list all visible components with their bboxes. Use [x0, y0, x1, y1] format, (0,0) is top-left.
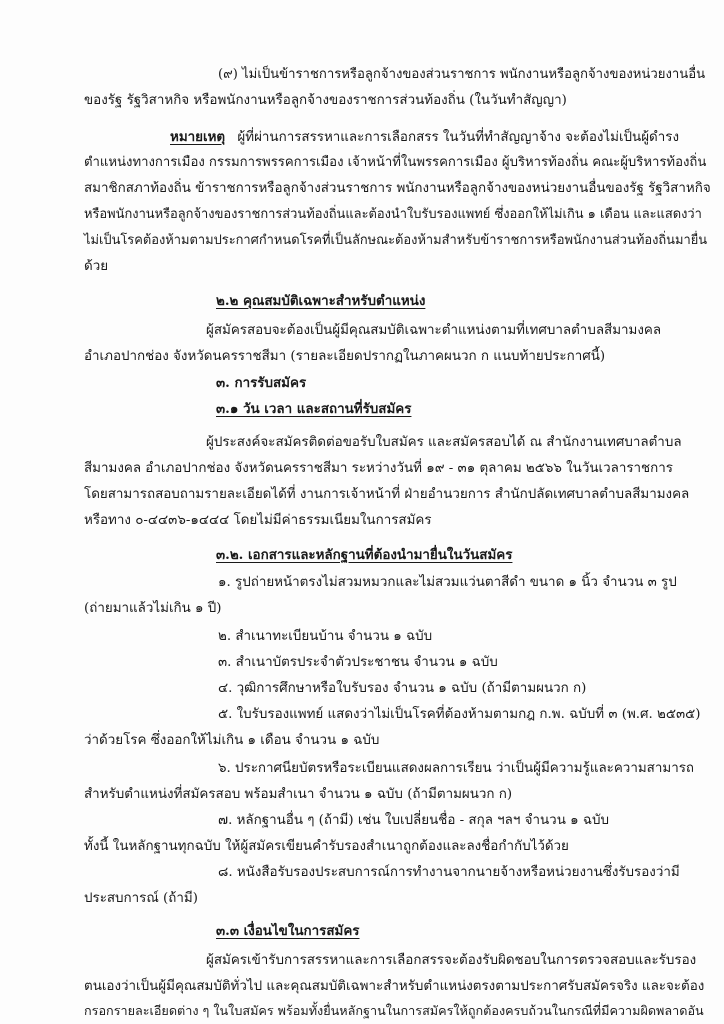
section-3-3-line-3: กรอกรายละเอียดต่าง ๆ ในใบสมัคร พร้อมทั้งยื่นหลักฐานในการสมัครให้ถูกต้องครบถ้วนในกรณีที่มีความผิดพลาดอัน [84, 1003, 704, 1018]
document-item-5: ๕. ใบรับรองแพทย์ แสดงว่าไม่เป็นโรคที่ต้องห้ามตามกฎ ก.พ. ฉบับที่ ๓ (พ.ศ. ๒๕๓๕) [218, 707, 701, 722]
document-item-5-cont: ว่าด้วยโรค ซึ่งออกให้ไม่เกิน ๑ เดือน จำนวน ๑ ฉบับ [84, 733, 380, 748]
section-2-2-line-1: ผู้สมัครสอบจะต้องเป็นผู้มีคุณสมบัติเฉพาะตำแหน่งตามที่เทศบาลตำบลสีมามงคล [206, 323, 662, 338]
section-3-3-line-2: ตนเองว่าเป็นผู้มีคุณสมบัติทั่วไป และคุณสมบัติเฉพาะสำหรับตำแหน่งตรงตามประกาศรับสมัครจริง และจะต้อง [84, 979, 705, 994]
document-item-8-cont: ประสบการณ์ (ถ้ามี) [84, 891, 198, 906]
note-line-2: ตำแหน่งทางการเมือง กรรมการพรรคการเมือง เจ้าหน้าที่ในพรรคการเมือง ผู้บริหารท้องถิ่น คณะผู้บริหารท้องถิ่น [84, 155, 707, 170]
section-2-2-line-2: อำเภอปากช่อง จังหวัดนครราชสีมา (รายละเอียดปรากฏในภาคผนวก ก แนบท้ายประกาศนี้) [84, 349, 606, 364]
section-3-2-heading: ๓.๒. เอกสารและหลักฐานที่ต้องนำมายื่นในวันสมัคร [216, 547, 513, 563]
document-item-4: ๔. วุฒิการศึกษาหรือใบรับรอง จำนวน ๑ ฉบับ (ถ้ามีตามผนวก ก) [218, 681, 587, 696]
section-3-3-line-1: ผู้สมัครเข้ารับการสรรหาและการเลือกสรรจะต้องรับผิดชอบในการตรวจสอบและรับรอง [206, 953, 697, 968]
section-3-1-heading: ๓.๑ วัน เวลา และสถานที่รับสมัคร [216, 401, 412, 417]
note-line-1 [170, 128, 679, 147]
qualification-9-line-2: ของรัฐ รัฐวิสาหกิจ หรือพนักงานหรือลูกจ้างของราชการส่วนท้องถิ่น (ในวันทำสัญญา) [84, 93, 567, 108]
qualification-9-line-1: (๙) ไม่เป็นข้าราชการหรือลูกจ้างของส่วนราชการ พนักงานหรือลูกจ้างของหน่วยงานอื่น [218, 67, 706, 82]
note-line-6: ด้วย [84, 259, 109, 274]
note-line-4: หรือพนักงานหรือลูกจ้างของราชการส่วนท้องถิ่นและต้องนำใบรับรองแพทย์ ซึ่งออกให้ไม่เกิน ๑ เดือน และแสดงว่า [84, 207, 702, 222]
section-3-1-line-3: โดยสามารถสอบถามรายละเอียดได้ที่ งานการเจ้าหน้าที่ ฝ่ายอำนวยการ สำนักปลัดเทศบาลตำบลสีมามงคล [84, 487, 690, 502]
section-3-1-line-2: สีมามงคล อำเภอปากช่อง จังหวัดนครราชสีมา ระหว่างวันที่ ๑๙ - ๓๑ ตุลาคม ๒๕๖๖ ในวันเวลาราชการ [84, 461, 673, 476]
note-line-3: สมาชิกสภาท้องถิ่น ข้าราชการหรือลูกจ้างส่วนราชการ พนักงานหรือลูกจ้างของหน่วยงานอื่นของรัฐ รัฐวิสาหกิจ [84, 181, 711, 196]
document-item-1-cont: (ถ่ายมาแล้วไม่เกิน ๑ ปี) [84, 601, 222, 616]
document-item-6-cont: สำหรับตำแหน่งที่สมัครสอบ พร้อมสำเนา จำนวน ๑ ฉบับ (ถ้ามีตามผนวก ก) [84, 787, 513, 802]
document-item-7: ๗. หลักฐานอื่น ๆ (ถ้ามี) เช่น ใบเปลี่ยนชื่อ - สกุล ฯลฯ จำนวน ๑ ฉบับ [218, 813, 609, 828]
section-2-2-heading: ๒.๒ คุณสมบัติเฉพาะสำหรับตำแหน่ง [216, 293, 426, 309]
document-item-2: ๒. สำเนาทะเบียนบ้าน จำนวน ๑ ฉบับ [218, 629, 433, 644]
document-item-6: ๖. ประกาศนียบัตรหรือระเบียนแสดงผลการเรียน ว่าเป็นผู้มีความรู้และความสามารถ [218, 761, 695, 776]
section-3-3-heading: ๓.๓ เงื่อนไขในการสมัคร [216, 923, 360, 939]
section-3-heading: ๓. การรับสมัคร [216, 375, 307, 391]
section-3-1-line-1: ผู้ประสงค์จะสมัครติดต่อขอรับใบสมัคร และสมัครสอบได้ ณ สำนักงานเทศบาลตำบล [206, 435, 682, 450]
note-line-5: ไม่เป็นโรคต้องห้ามตามประกาศกำหนดโรคที่เป็นลักษณะต้องห้ามสำหรับข้าราชการหรือพนักงานส่วนท้องถิ่นมายื่น [84, 233, 708, 248]
document-item-7-cont: ทั้งนี้ ในหลักฐานทุกฉบับ ให้ผู้สมัครเขียนคำรับรองสำเนาถูกต้องและลงชื่อกำกับไว้ด้วย [84, 839, 569, 854]
document-item-3: ๓. สำเนาบัตรประจำตัวประชาชน จำนวน ๑ ฉบับ [218, 655, 498, 670]
document-item-1: ๑. รูปถ่ายหน้าตรงไม่สวมหมวกและไม่สวมแว่นตาสีดำ ขนาด ๑ นิ้ว จำนวน ๓ รูป [218, 575, 677, 590]
document-item-8: ๘. หนังสือรับรองประสบการณ์การทำงานจากนายจ้างหรือหน่วยงานซึ่งรับรองว่ามี [218, 865, 680, 880]
note-text-1: ผู้ที่ผ่านการสรรหาและการเลือกสรร ในวันที่ทำสัญญาจ้าง จะต้องไม่เป็นผู้ดำรง [237, 130, 680, 145]
note-label: หมายเหตุ [170, 129, 226, 145]
section-3-1-line-4: หรือทาง ๐-๔๔๓๖-๑๔๔๔ โดยไม่มีค่าธรรมเนียมในการสมัคร [84, 513, 432, 528]
